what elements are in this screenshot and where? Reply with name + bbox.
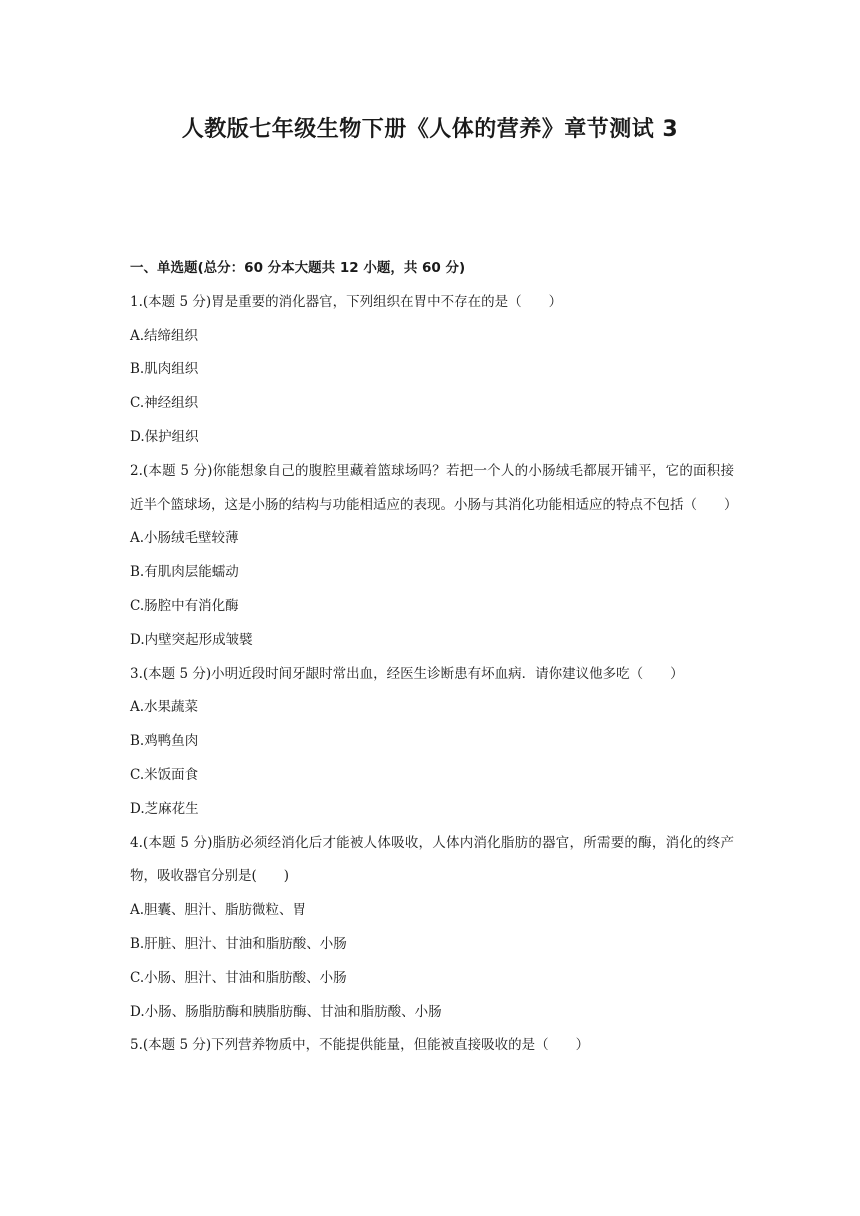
option-d: D.内壁突起形成皱襞 xyxy=(130,631,253,648)
question-1 xyxy=(130,286,734,455)
question-5 xyxy=(130,1029,734,1063)
question-2 xyxy=(130,455,738,658)
option-b: B.有肌肉层能蠕动 xyxy=(130,564,239,581)
option-c: C.神经组织 xyxy=(130,395,199,412)
question-stem: 3.(本题 5 分)小明近段时间牙龈时常出血，经医生诊断患有坏血病．请你建议他多吃（ ） xyxy=(130,665,684,682)
option-c: C.肠腔中有消化酶 xyxy=(130,597,239,614)
question-4 xyxy=(130,827,734,1030)
option-a: A.结缔组织 xyxy=(130,327,199,344)
question-stem: 5.(本题 5 分)下列营养物质中，不能提供能量，但能被直接吸收的是（ ） xyxy=(130,1037,590,1054)
document-body xyxy=(130,252,738,1063)
question-stem: 2.(本题 5 分)你能想象自己的腹腔里藏着篮球场吗？若把一个人的小肠绒毛都展开铺平，它的面积接近半个篮球场，这是小肠的结构与功能相适应的表现。小肠与其消化功能相适应的特点不包括（ ） xyxy=(130,462,738,513)
option-b: B.肝脏、胆汁、甘油和脂肪酸、小肠 xyxy=(130,935,347,952)
option-d: D.小肠、肠脂肪酶和胰脂肪酶、甘油和脂肪酸、小肠 xyxy=(130,1003,442,1020)
option-d: D.保护组织 xyxy=(130,428,199,445)
option-a: A.小肠绒毛壁较薄 xyxy=(130,530,239,547)
document-title: 人教版七年级生物下册《人体的营养》章节测试 3 xyxy=(181,117,679,142)
question-stem: 1.(本题 5 分)胃是重要的消化器官，下列组织在胃中不存在的是（ ） xyxy=(130,293,563,310)
question-3 xyxy=(130,658,734,827)
option-c: C.米饭面食 xyxy=(130,766,199,783)
option-b: B.鸡鸭鱼肉 xyxy=(130,733,199,750)
section-heading: 一、单选题(总分：60 分本大题共 12 小题，共 60 分) xyxy=(130,260,466,276)
option-b: B.肌肉组织 xyxy=(130,361,199,378)
option-d: D.芝麻花生 xyxy=(130,800,199,817)
question-stem: 4.(本题 5 分)脂肪必须经消化后才能被人体吸收，人体内消化脂肪的器官，所需要的酶，消化的终产物，吸收器官分别是( ) xyxy=(130,834,734,885)
option-a: A.胆囊、胆汁、脂肪微粒、胃 xyxy=(130,902,307,919)
option-a: A.水果蔬菜 xyxy=(130,699,199,716)
option-c: C.小肠、胆汁、甘油和脂肪酸、小肠 xyxy=(130,969,347,986)
